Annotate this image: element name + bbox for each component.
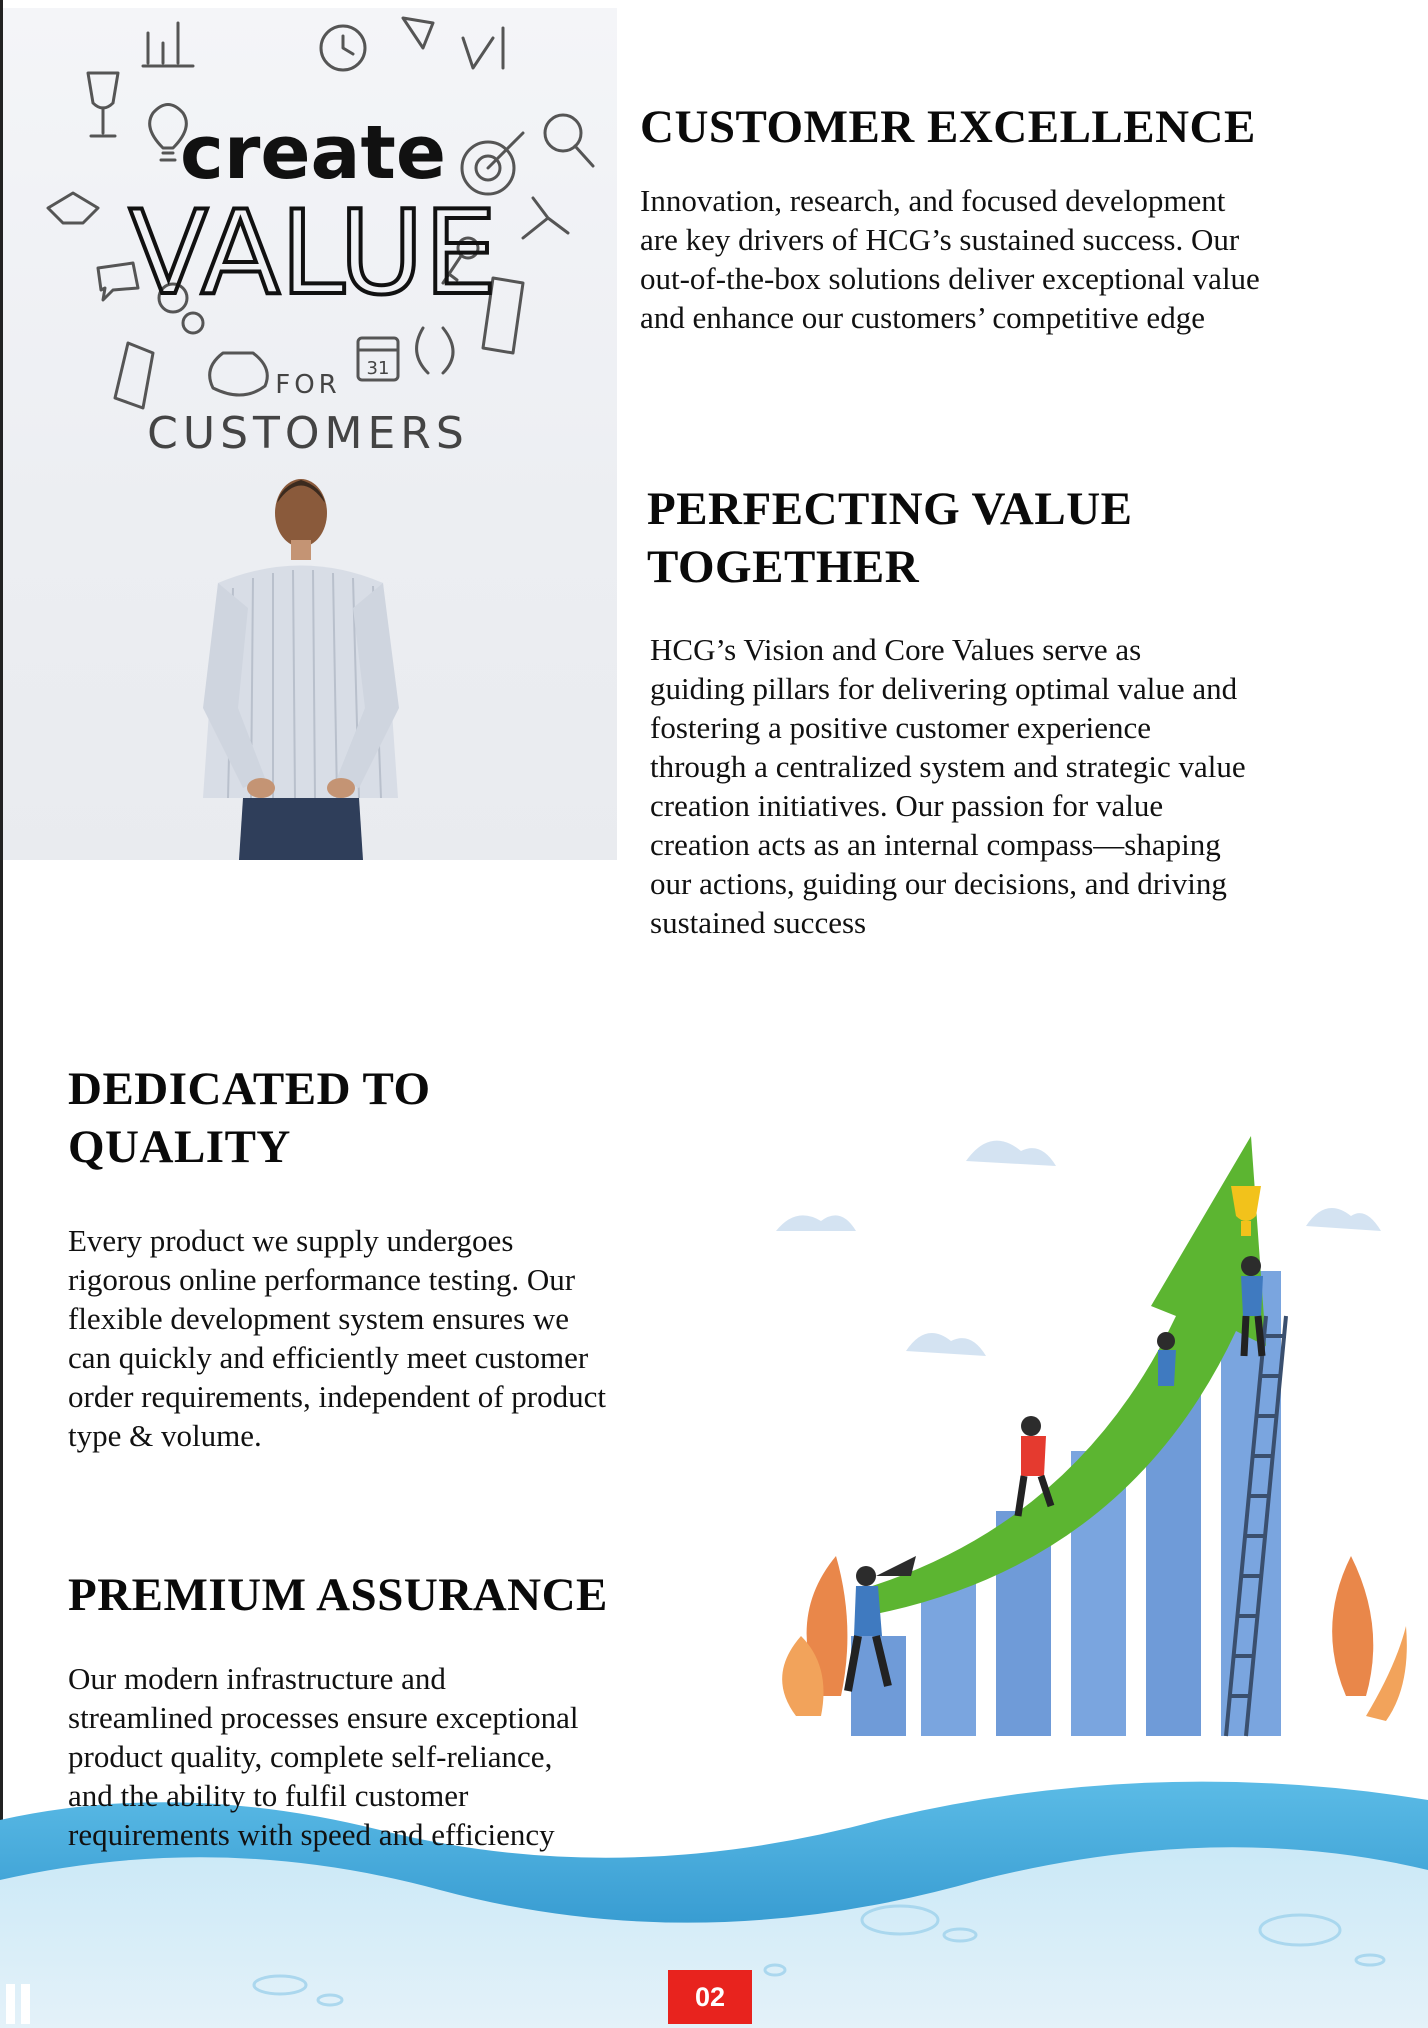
customer-excellence-heading: CUSTOMER EXCELLENCE <box>640 101 1256 153</box>
arrow-doodle-icon <box>463 28 503 68</box>
page-number-badge: 02 <box>668 1970 752 2024</box>
calendar-number: 31 <box>366 358 390 379</box>
create-value-graphic <box>3 8 617 860</box>
premium-assurance-heading: PREMIUM ASSURANCE <box>68 1569 608 1621</box>
create-value-illustration <box>3 8 617 860</box>
clipboard-doodle-icon <box>115 343 153 408</box>
money-bag-doodle-icon <box>210 353 268 395</box>
chart-doodle-icon <box>143 23 193 66</box>
customers-word: CUSTOMERS <box>147 408 469 459</box>
network-doodle-icon <box>523 198 568 238</box>
trophy-doodle-icon <box>88 73 118 136</box>
perfecting-value-text: HCG’s Vision and Core Values serve as guiding pillars for delivering optimal value and fostering a positive customer experience through a centralized system and strategic value creation initiatives. Our passion for value creation acts as an internal compass—shaping our actions, guiding our decisions, and driving sustained success <box>650 632 1246 940</box>
handshake-doodle-icon <box>48 193 98 223</box>
dedicated-quality-heading: DEDICATED TO QUALITY <box>68 1063 431 1173</box>
note-doodle-icon <box>403 18 433 48</box>
value-word: VALUE <box>128 186 498 321</box>
dedicated-quality-text: Every product we supply undergoes rigorous online performance testing. Our flexible development system ensures we can quickly and efficiently meet customer order requirements, independent of product type & volume. <box>68 1223 607 1453</box>
growth-graphic <box>706 1056 1428 1780</box>
premium-assurance-text: Our modern infrastructure and streamlined processes ensure exceptional product quality, complete self-reliance, and the ability to fulfil customer requirements with speed and efficiency <box>68 1661 579 1852</box>
cloud-shapes <box>776 1141 1381 1356</box>
customer-excellence-text: Innovation, research, and focused development are key drivers of HCG’s sustained success. Our out-of-the-box solutions deliver exceptional value and enhance our customers’ competitive edge <box>640 183 1260 335</box>
for-word: FOR <box>275 370 341 400</box>
dollar-cycle-doodle-icon <box>417 328 453 373</box>
create-word: create <box>179 110 447 196</box>
growth-illustration <box>706 1056 1428 1780</box>
growth-arrow-shape <box>856 1136 1266 1616</box>
corner-bars-decoration <box>6 1984 36 2024</box>
man-figure <box>203 479 399 860</box>
perfecting-value-heading: PERFECTING VALUE TOGETHER <box>647 483 1133 593</box>
